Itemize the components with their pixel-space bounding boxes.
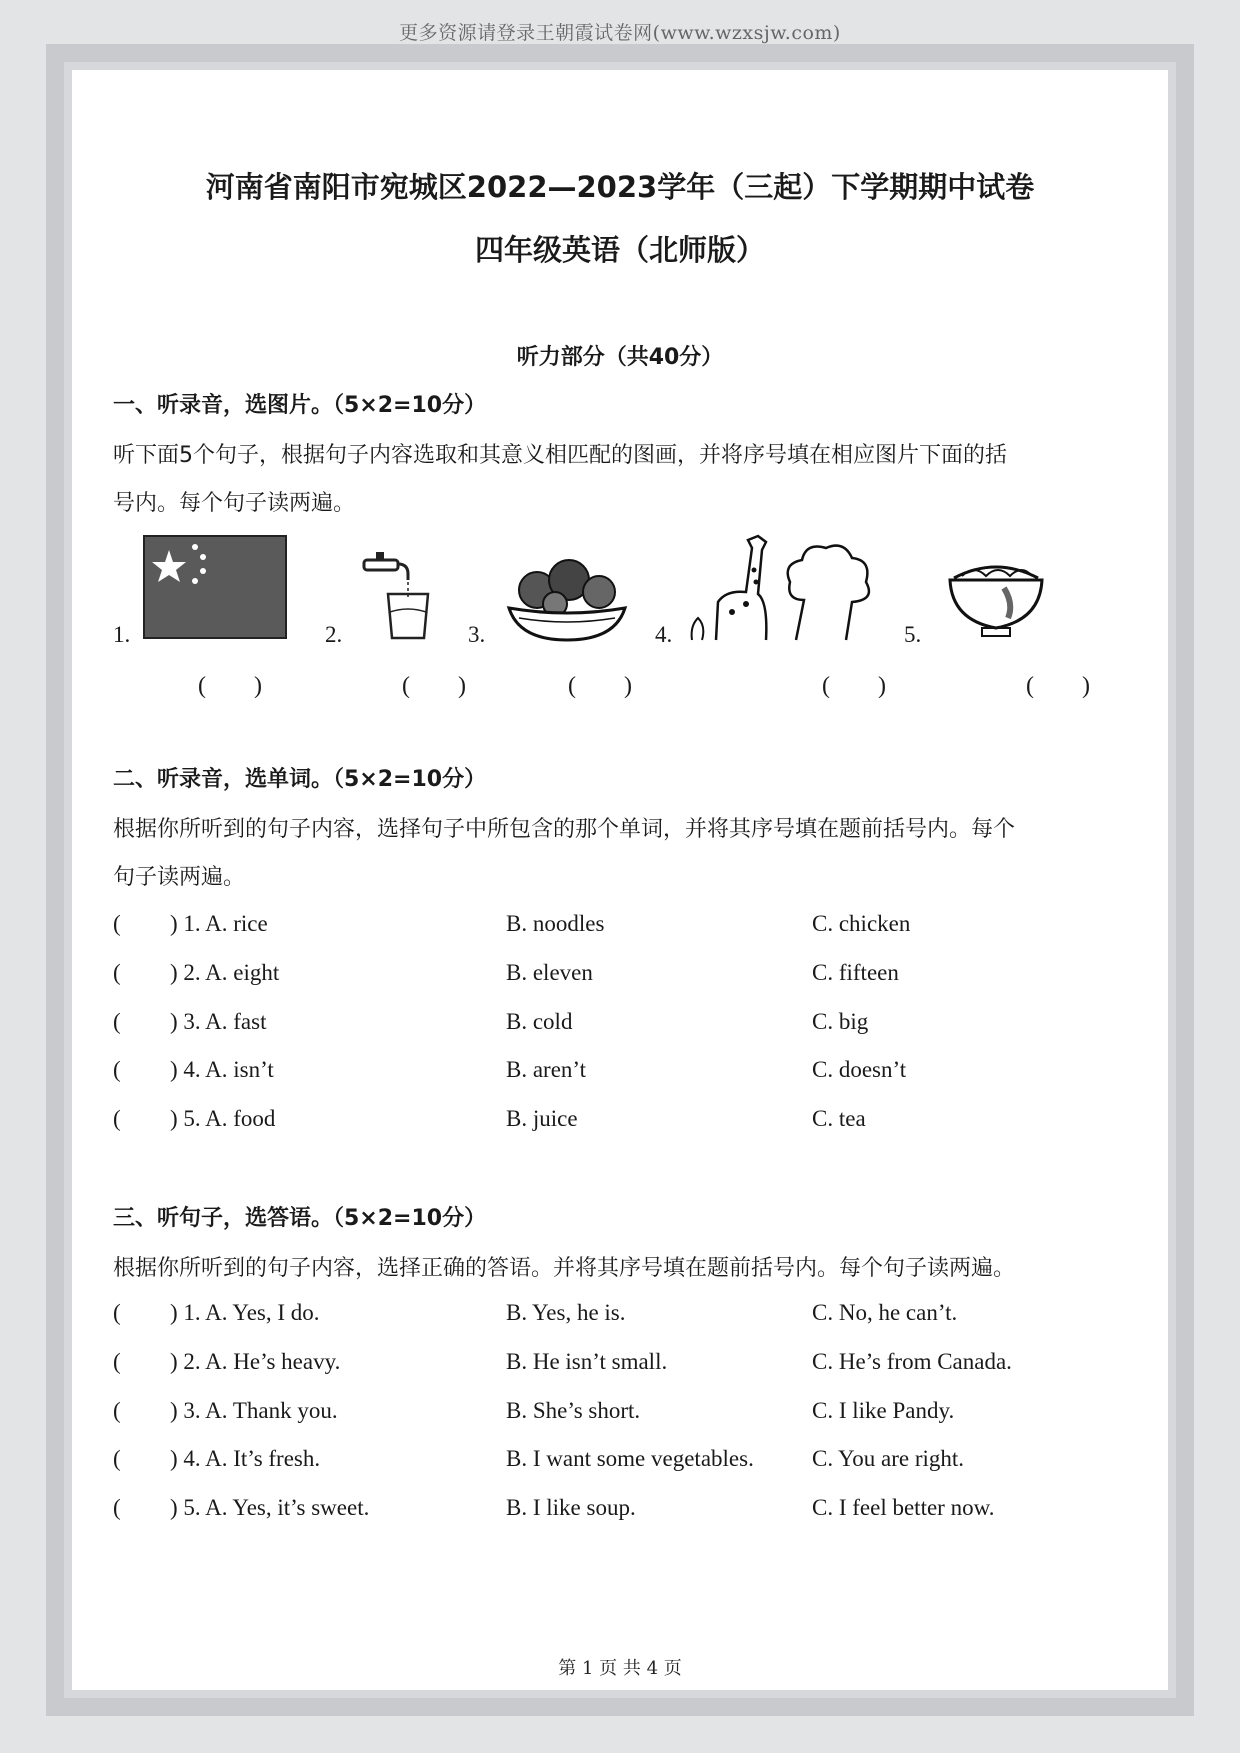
listening-heading: 听力部分（共40分） (516, 345, 724, 370)
section1-instruction: 听下面5个句子，根据句子内容选取和其意义相匹配的图画，并将序号填在相应图片下面的括 (113, 443, 1008, 468)
answer-paren[interactable]: ( (113, 960, 121, 985)
option-b: B. eleven (506, 960, 593, 985)
option-c: C. No, he can’t. (812, 1300, 958, 1325)
option-a: ) 3. A. fast (170, 1009, 267, 1034)
option-b: B. She’s short. (506, 1398, 641, 1423)
option-a: ) 2. A. He’s heavy. (170, 1349, 341, 1374)
answer-paren[interactable]: ( ) (198, 673, 262, 699)
answer-paren[interactable]: ( (113, 1106, 121, 1131)
picture-number: 4. (655, 622, 673, 647)
giraffe-tree-icon (686, 530, 880, 642)
option-a: ) 4. A. isn’t (170, 1057, 274, 1082)
answer-paren[interactable]: ( ) (822, 673, 886, 699)
option-b: B. aren’t (506, 1057, 587, 1082)
header-note: 更多资源请登录王朝霞试卷网(www.wzxsjw.com) (399, 22, 841, 44)
section2-heading: 二、听录音，选单词。（5×2=10分） (113, 767, 487, 792)
option-c: C. big (812, 1009, 869, 1034)
noodle-bowl-icon (944, 548, 1048, 640)
option-a: ) 2. A. eight (170, 960, 280, 985)
picture-number: 1. (113, 622, 131, 647)
answer-paren[interactable]: ( (113, 1398, 121, 1423)
answer-paren[interactable]: ( (113, 1300, 121, 1325)
option-b: B. I like soup. (506, 1495, 636, 1520)
answer-paren[interactable]: ( ) (402, 673, 466, 699)
answer-paren[interactable]: ( ) (1026, 673, 1090, 699)
option-c: C. chicken (812, 911, 911, 936)
option-b: B. I want some vegetables. (506, 1446, 754, 1471)
tap-water-glass-icon (360, 550, 436, 642)
section2-instruction: 根据你所听到的句子内容，选择句子中所包含的那个单词，并将其序号填在题前括号内。每个 (113, 817, 1016, 842)
page-footer: 第 1 页 共 4 页 (558, 1658, 682, 1679)
answer-paren[interactable]: ( (113, 1495, 121, 1520)
option-a: ) 5. A. food (170, 1106, 276, 1131)
option-b: B. He isn’t small. (506, 1349, 668, 1374)
option-b: B. juice (506, 1106, 578, 1131)
answer-paren[interactable]: ( (113, 1057, 121, 1082)
option-c: C. I feel better now. (812, 1495, 995, 1520)
option-a: ) 1. A. rice (170, 911, 268, 936)
option-a: ) 5. A. Yes, it’s sweet. (170, 1495, 370, 1520)
option-b: B. noodles (506, 911, 605, 936)
answer-paren[interactable]: ( (113, 1009, 121, 1034)
option-c: C. He’s from Canada. (812, 1349, 1012, 1374)
section3-heading: 三、听句子，选答语。（5×2=10分） (113, 1206, 487, 1231)
fruit-bowl-icon (505, 552, 629, 644)
title-line2: 四年级英语（北师版） (474, 233, 765, 267)
answer-paren[interactable]: ( ) (568, 673, 632, 699)
picture-number: 3. (468, 622, 486, 647)
option-a: ) 4. A. It’s fresh. (170, 1446, 321, 1471)
section1-instruction-cont: 号内。每个句子读两遍。 (113, 491, 356, 516)
option-b: B. Yes, he is. (506, 1300, 626, 1325)
answer-paren[interactable]: ( (113, 1349, 121, 1374)
picture-number: 2. (325, 622, 343, 647)
option-c: C. tea (812, 1106, 866, 1131)
answer-paren[interactable]: ( (113, 1446, 121, 1471)
section2-instruction-cont: 句子读两遍。 (113, 865, 246, 890)
option-c: C. doesn’t (812, 1057, 907, 1082)
option-a: ) 1. A. Yes, I do. (170, 1300, 320, 1325)
section1-heading: 一、听录音，选图片。（5×2=10分） (113, 393, 487, 418)
option-a: ) 3. A. Thank you. (170, 1398, 338, 1423)
title-line1: 河南省南阳市宛城区2022—2023学年（三起）下学期期中试卷 (205, 170, 1035, 204)
option-c: C. I like Pandy. (812, 1398, 955, 1423)
chinese-flag-icon (143, 535, 287, 639)
answer-paren[interactable]: ( (113, 911, 121, 936)
option-c: C. You are right. (812, 1446, 965, 1471)
picture-number: 5. (904, 622, 922, 647)
section3-instruction: 根据你所听到的句子内容，选择正确的答语。并将其序号填在题前括号内。每个句子读两遍。 (113, 1256, 1016, 1281)
option-c: C. fifteen (812, 960, 899, 985)
option-b: B. cold (506, 1009, 573, 1034)
